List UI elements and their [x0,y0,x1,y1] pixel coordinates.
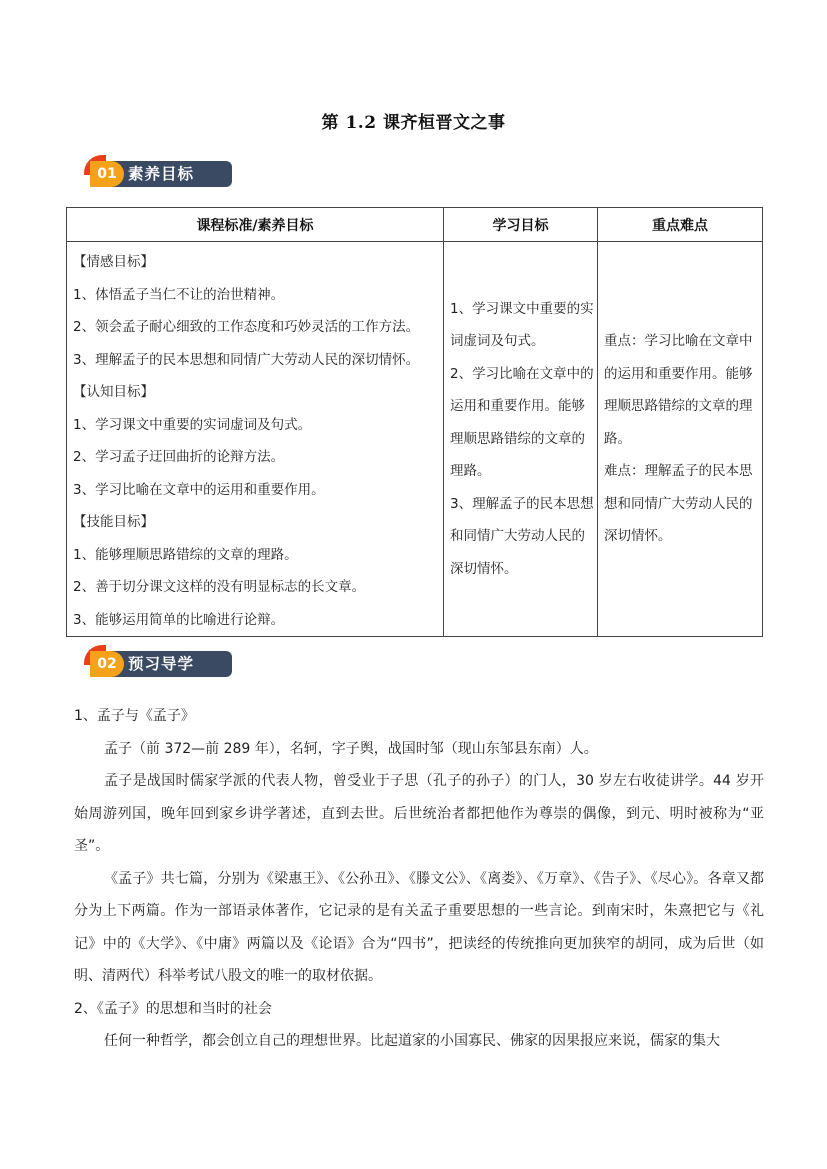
list-item: 1、体悟孟子当仁不让的治世精神。 [73,286,285,303]
list-item: 3、理解孟子的民本思想和同情广大劳动人民的深切情怀。 [73,351,420,368]
list-item: 2、学习比喻在文章中的运用和重要作用。能够理顺思路错综的文章的理路。 [450,365,594,480]
paragraph: 《孟子》共七篇，分别为《梁惠王》、《公孙丑》、《滕文公》、《离娄》、《万章》、《告子》、《尽心》。各章又都分为上下两篇。作为一部语录体著作，它记录的是有关孟子重要思想的一些言论。到南宋时，朱熹把它与《礼记》中的《大学》、《中庸》两篇以及《论语》合为“四书”，把读经的传统推向更加狭窄的胡同，成为后世（如明、清两代）科举考试八股文的唯一的取材依据。 [74,870,764,984]
paragraph: 孟子（前 372—前 289 年），名轲，字子舆，战国时邹（现山东邹县东南）人。 [104,740,598,757]
standards-cell [67,242,444,637]
learning-goals-cell [444,242,598,637]
table-header-row [67,208,763,242]
table-header-learning-goals: 学习目标 [444,208,598,242]
list-item: 3、能够运用简单的比喻进行论辩。 [73,611,285,628]
list-item: 【技能目标】 [73,514,154,530]
section-number: 02 [90,651,124,677]
list-item: 3、理解孟子的民本思想和同情广大劳动人民的深切情怀。 [450,495,594,577]
list-item: 1、能够理顺思路错综的文章的理路。 [73,546,298,563]
goals-table [66,207,763,637]
list-item: 3、学习比喻在文章中的运用和重要作用。 [73,481,325,498]
subsection-heading: 1、孟子与《孟子》 [74,708,195,724]
key-points-cell [598,242,763,637]
paragraph: 孟子是战国时儒家学派的代表人物，曾受业于子思（孔子的孙子）的门人，30 岁左右收徒讲学。44 岁开始周游列国，晚年回到家乡讲学著述，直到去世。后世统治者都把他作为尊崇的偶像，到元、明时被称为“亚圣”。 [74,773,764,854]
difficulty-text: 难点：理解孟子的民本思想和同情广大劳动人民的深切情怀。 [604,463,753,545]
list-item: 1、学习课文中重要的实词虚词及句式。 [73,416,312,433]
table-row [67,242,763,637]
section-label: 预习导学 [128,655,195,673]
list-item: 【认知目标】 [73,384,154,400]
table-header-key-points: 重点难点 [598,208,763,242]
paragraph: 任何一种哲学，都会创立自己的理想世界。比起道家的小国寡民、佛家的因果报应来说，儒家的集大 [104,1033,720,1049]
subsection-heading: 2、《孟子》的思想和当时的社会 [74,1000,272,1017]
section-tag-preview [84,645,232,679]
list-item: 2、领会孟子耐心细致的工作态度和巧妙灵活的工作方法。 [73,319,420,335]
table-header-standards: 课程标准/素养目标 [67,208,444,242]
list-item: 2、善于切分课文这样的没有明显标志的长文章。 [73,579,366,595]
key-point-text: 重点：学习比喻在文章中的运用和重要作用。能够理顺思路错综的文章的理路。 [604,333,753,447]
section-number: 01 [90,161,124,187]
section-label: 素养目标 [128,165,195,183]
list-item: 1、学习课文中重要的实词虚词及句式。 [450,300,594,350]
page-title: 第 1.2 课齐桓晋文之事 [321,113,506,133]
preview-content [74,700,764,1058]
section-tag-goals [84,155,232,189]
list-item: 【情感目标】 [73,254,154,270]
list-item: 2、学习孟子迂回曲折的论辩方法。 [73,449,285,465]
